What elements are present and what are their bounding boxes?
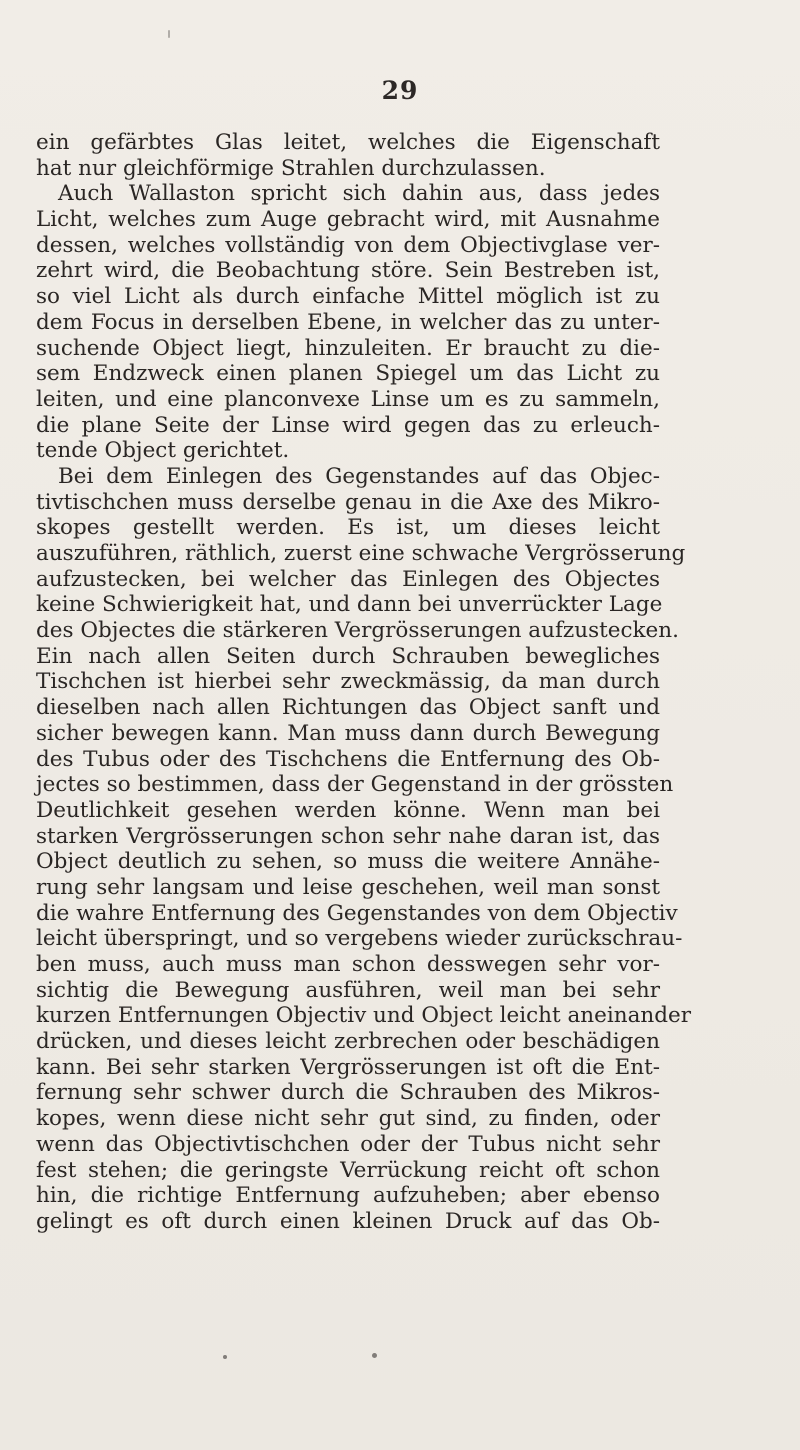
text-line: die plane Seite der Linse wird gegen das zu erleuch- bbox=[36, 412, 660, 438]
text-line: kann. Bei sehr starken Vergrösserungen ist oft die Ent- bbox=[36, 1054, 660, 1080]
text-line: Deutlichkeit gesehen werden könne. Wenn man bei bbox=[36, 797, 660, 823]
text-line: sicher bewegen kann. Man muss dann durch Bewegung bbox=[36, 720, 660, 746]
text-line: zehrt wird, die Beobachtung störe. Sein Bestreben ist, bbox=[36, 258, 660, 284]
text-line: Ein nach allen Seiten durch Schrauben bewegliches bbox=[36, 643, 660, 669]
text-line: leicht überspringt, und so vergebens wieder zurückschrau- bbox=[36, 926, 683, 952]
text-line: des Objectes die stärkeren Vergrösserungen aufzustecken. bbox=[36, 618, 679, 644]
text-line: dessen, welches vollständig von dem Objectivglase ver- bbox=[36, 232, 660, 258]
text-line: Tischchen ist hierbei sehr zweckmässig, da man durch bbox=[36, 669, 660, 695]
text-line: starken Vergrösserungen schon sehr nahe daran ist, das bbox=[36, 823, 660, 849]
text-line: dem Focus in derselben Ebene, in welcher das zu unter- bbox=[36, 309, 660, 335]
text-line: ben muss, auch muss man schon desswegen sehr vor- bbox=[36, 952, 660, 977]
text-line: fest stehen; die geringste Verrückung reicht oft schon bbox=[36, 1157, 660, 1183]
paper-speck bbox=[168, 30, 170, 38]
text-line: fernung sehr schwer durch die Schrauben des Mikros- bbox=[36, 1080, 660, 1106]
text-line: Licht, welches zum Auge gebracht wird, mit Ausnahme bbox=[36, 207, 660, 233]
text-line: rung sehr langsam und leise geschehen, weil man sonst bbox=[36, 874, 660, 900]
text-line: tende Object gerichtet. bbox=[36, 438, 290, 464]
text-line: Object deutlich zu sehen, so muss die weitere Annähe- bbox=[36, 849, 660, 875]
text-line: jectes so bestimmen, dass der Gegenstand in der grössten bbox=[36, 772, 674, 798]
text-line: aufzustecken, bei welcher das Einlegen des Objectes bbox=[36, 566, 660, 592]
text-line: Bei dem Einlegen des Gegenstandes auf das Objec- bbox=[58, 463, 660, 489]
page-number: 29 bbox=[381, 76, 419, 105]
text-line: tivtischchen muss derselbe genau in die Axe des Mikro- bbox=[36, 489, 660, 515]
body-text bbox=[36, 130, 692, 1235]
text-line: gelingt es oft durch einen kleinen Druck auf das Ob- bbox=[36, 1208, 660, 1234]
paper-speck bbox=[372, 1353, 377, 1358]
text-line: ein gefärbtes Glas leitet, welches die Eigenschaft bbox=[36, 130, 660, 155]
text-line: sichtig die Bewegung ausführen, weil man bei sehr bbox=[36, 977, 660, 1003]
text-line: so viel Licht als durch einfache Mittel möglich ist zu bbox=[36, 284, 660, 310]
text-line: die wahre Entfernung des Gegenstandes von dem Objectiv bbox=[36, 900, 678, 926]
text-line: leiten, und eine planconvexe Linse um es zu sammeln, bbox=[36, 386, 660, 412]
text-line: drücken, und dieses leicht zerbrechen oder beschädigen bbox=[36, 1029, 660, 1055]
text-line: skopes gestellt werden. Es ist, um dieses leicht bbox=[36, 515, 660, 541]
text-line: des Tubus oder des Tischchens die Entfernung des Ob- bbox=[36, 746, 660, 772]
text-line: kopes, wenn diese nicht sehr gut sind, zu finden, oder bbox=[36, 1106, 660, 1132]
text-line: hat nur gleichförmige Strahlen durchzulassen. bbox=[36, 155, 546, 181]
text-line: keine Schwierigkeit hat, und dann bei unverrückter Lage bbox=[36, 592, 663, 618]
text-line: dieselben nach allen Richtungen das Object sanft und bbox=[36, 695, 660, 721]
text-line: auszuführen, räthlich, zuerst eine schwache Vergrösserung bbox=[36, 541, 686, 566]
text-line: Auch Wallaston spricht sich dahin aus, dass jedes bbox=[58, 181, 660, 207]
text-line: wenn das Objectivtischchen oder der Tubus nicht sehr bbox=[36, 1131, 660, 1157]
text-line: suchende Object liegt, hinzuleiten. Er braucht zu die- bbox=[36, 335, 660, 361]
text-line: kurzen Entfernungen Objectiv und Object leicht aneinander bbox=[36, 1003, 692, 1029]
text-line: hin, die richtige Entfernung aufzuheben; aber ebenso bbox=[36, 1183, 660, 1209]
paper-speck bbox=[223, 1355, 227, 1359]
text-line: sem Endzweck einen planen Spiegel um das Licht zu bbox=[36, 361, 660, 387]
